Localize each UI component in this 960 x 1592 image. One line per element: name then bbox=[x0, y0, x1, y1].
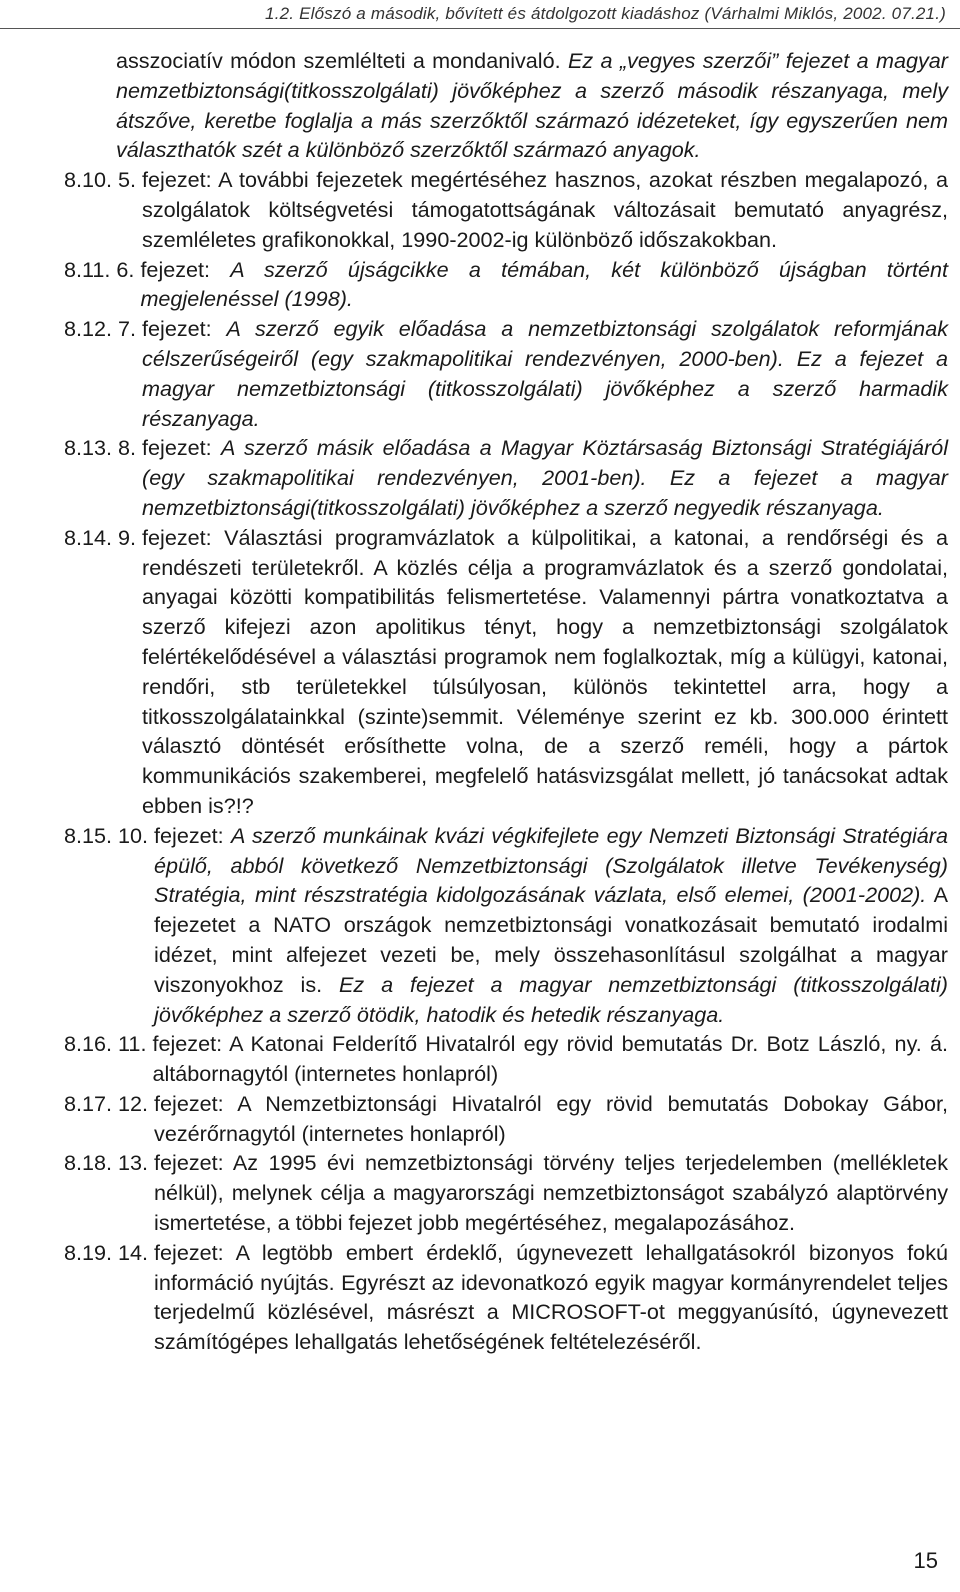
chapter-description bbox=[142, 523, 948, 821]
document-body bbox=[64, 46, 948, 1357]
chapter-number: 8.18. 13. bbox=[64, 1150, 149, 1176]
chapter-entry bbox=[64, 1029, 948, 1089]
chapter-description bbox=[154, 1089, 948, 1149]
chapter-number: 8.13. 8. bbox=[64, 435, 137, 461]
chapter-text: fejezet: A Nemzetbiztonsági Hivatalról egy rövid bemutatás Dobokay Gábor, vezérőrnagytól (internetes honlapról) bbox=[154, 1090, 948, 1146]
chapter-text: fejezet: bbox=[140, 256, 231, 282]
chapter-description bbox=[154, 1148, 948, 1237]
chapter-entry bbox=[64, 314, 948, 433]
page-number: 15 bbox=[913, 1548, 938, 1573]
chapter-entry bbox=[64, 523, 948, 821]
chapter-italic-text: A szerző egyik előadása a nemzetbiztonsági szolgálatok reformjának célszerűségeiről (egy szakmapolitikai rendezvényen, 2000-ben). Ez a fejezet a magyar nemzetbiztonsági (titkosszolgálati) jövőképhez a szerző harmadik részanyaga. bbox=[142, 316, 949, 431]
chapter-entry bbox=[64, 1148, 948, 1237]
chapter-italic-text: A szerző újságcikke a témában, két különböző újságban történt megjelenéssel (1998). bbox=[140, 256, 949, 312]
intro-italic-text: Ez a „vegyes szerzői” fejezet a magyar nemzetbiztonsági(titkosszolgálati) jövőképhez a szerző második részanyaga, mely átszőve, keretbe foglalja a más szerzőktől származó idézeteket, így egyszerűen nem választhatók szét a különböző szerzőktől származó anyagok. bbox=[116, 48, 948, 163]
chapter-italic-text: Ez a fejezet a magyar nemzetbiztonsági (titkosszolgálati) jövőképhez a szerző ötödik, hatodik és hetedik részanyaga. bbox=[154, 971, 948, 1027]
chapter-number: 8.19. 14. bbox=[64, 1239, 149, 1265]
chapter-text: A fejezetet a NATO országok nemzetbiztonsági vonatkozásait bemutató irodalmi idézet, mint alfejezet vezeti be, mely összehasonlításul szolgálhat a magyar viszonyokhoz is. bbox=[154, 882, 948, 997]
chapter-text: fejezet: A további fejezetek megértéséhez hasznos, azokat részben megalapozó, a szolgálatok költségvetési támogatottságának változásait bemutató anyagrész, szemléletes grafikonokkal, 1990-2002-ig különböző időszakokban. bbox=[142, 167, 948, 252]
chapter-number: 8.11. 6. bbox=[64, 256, 135, 282]
chapter-description bbox=[154, 821, 948, 1030]
intro-plain-text: asszociatív módon szemlélteti a mondanivaló. bbox=[116, 48, 568, 73]
chapter-description bbox=[142, 314, 948, 433]
chapter-number: 8.16. 11. bbox=[64, 1031, 147, 1057]
chapter-description bbox=[142, 165, 948, 254]
chapter-number: 8.17. 12. bbox=[64, 1090, 149, 1116]
chapter-entry bbox=[64, 165, 948, 254]
chapter-description bbox=[140, 255, 948, 315]
chapter-text: fejezet: bbox=[154, 822, 232, 848]
chapter-text: fejezet: bbox=[142, 316, 227, 342]
chapter-italic-text: A szerző másik előadása a Magyar Köztársaság Biztonsági Stratégiájáról (egy szakmapolitikai rendezvényen, 2001-ben). Ez a fejezet a magyar nemzetbiztonsági(titkosszolgálati) jövőképhez a szerző negyedik részanyaga. bbox=[142, 435, 948, 520]
chapter-number: 8.12. 7. bbox=[64, 316, 137, 342]
running-title: 1.2. Előszó a második, bővített és átdolgozott kiadáshoz (Várhalmi Miklós, 2002. 07.21.) bbox=[265, 4, 946, 23]
chapter-description bbox=[142, 433, 948, 522]
chapter-entry bbox=[64, 1089, 948, 1149]
chapter-list bbox=[64, 165, 948, 1357]
intro-paragraph bbox=[116, 46, 948, 165]
chapter-number: 8.15. 10. bbox=[64, 822, 149, 848]
header-rule bbox=[0, 28, 960, 29]
chapter-text: fejezet: bbox=[142, 435, 222, 461]
chapter-entry bbox=[64, 433, 948, 522]
chapter-text: fejezet: Választási programvázlatok a külpolitikai, a katonai, a rendőrségi és a rendészeti területekről. A közlés célja a programvázlatok és a szerző gondolatai, anyagai közötti kompatibilitás felismertetése. Valamennyi pártra vonatkoztatva a szerző kifejezi azon apolitikus tényt, hogy a nemzetbiztonsági szolgálatok felértékelődésével a választási programok nem foglalkoztak, míg a külügyi, katonai, rendőri, stb területekkel túlsúlyosan, különös tekintettel arra, hogy a titkosszolgálatainkkal (szinte)semmit. Véleménye szerint ez kb. 300.000 érintett választó döntését erősíthette volna, de a szerző reméli, hogy a pártok kommunikációs szakemberei, megfelelő hatásvizsgálat mellett, jó tanácsokat adtak ebben is?!? bbox=[142, 524, 948, 818]
chapter-text: fejezet: Az 1995 évi nemzetbiztonsági törvény teljes terjedelemben (mellékletek nélkül), melynek célja a magyarországi nemzetbiztonságot szabályzó alaptörvény ismertetése, a többi fejezet jobb megértéséhez, megalapozásához. bbox=[154, 1150, 948, 1236]
chapter-text: fejezet: A Katonai Felderítő Hivatalról egy rövid bemutatás Dr. Botz László, ny. á. altábornagytól (internetes honlapról) bbox=[152, 1031, 948, 1087]
chapter-text: fejezet: A legtöbb embert érdeklő, úgynevezett lehallgatásokról bizonyos fokú információ nyújtás. Egyrészt az idevonatkozó egyik magyar kormányrendelet teljes terjedelmű közlésével, másrészt a MICROSOFT-ot meggyanúsító, úgynevezett számítógépes lehallgatás lehetőségének feltételezéséről. bbox=[154, 1239, 948, 1355]
running-header bbox=[0, 0, 960, 30]
chapter-number: 8.10. 5. bbox=[64, 167, 137, 193]
chapter-entry bbox=[64, 821, 948, 1030]
chapter-description bbox=[154, 1238, 948, 1357]
chapter-number: 8.14. 9. bbox=[64, 524, 137, 550]
chapter-entry bbox=[64, 1238, 948, 1357]
chapter-entry bbox=[64, 255, 948, 315]
chapter-italic-text: A szerző munkáinak kvázi végkifejlete egy Nemzeti Biztonsági Stratégiára épülő, abból következő Nemzetbiztonsági (Szolgálatok illetve Tevékenység) Stratégia, mint részstratégia kidolgozásának vázlata, első elemei, (2001-2002). bbox=[154, 822, 948, 908]
chapter-description bbox=[152, 1029, 948, 1089]
